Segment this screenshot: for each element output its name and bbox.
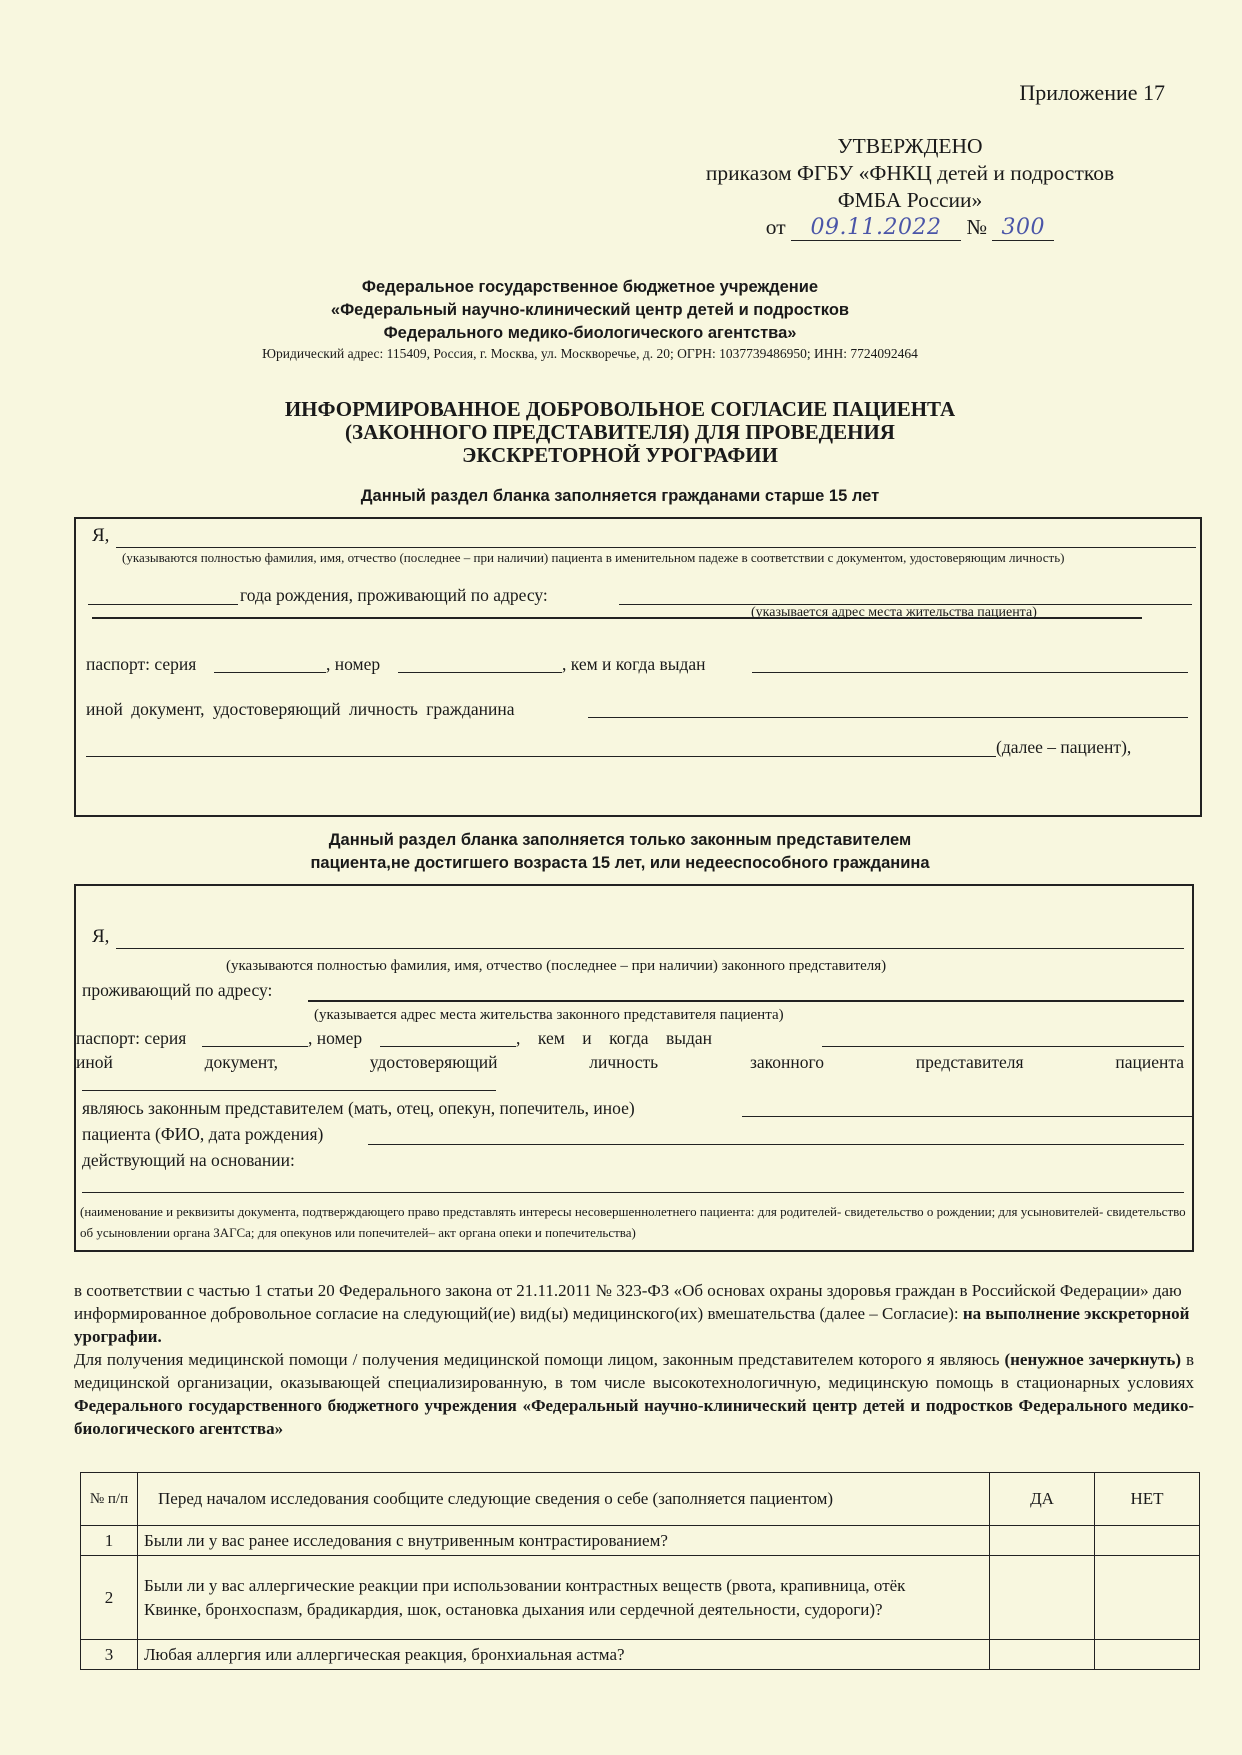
title-line-1: ИНФОРМИРОВАННОЕ ДОБРОВОЛЬНОЕ СОГЛАСИЕ ПАЦИЕНТА (284, 397, 956, 421)
answer-no-cell[interactable] (1095, 1640, 1200, 1670)
approved-label: УТВЕРЖДЕНО (837, 134, 983, 158)
rep-basis-hint: (наименование и реквизиты документа, подтверждающего право представлять интересы несовершеннолетнего пациента: для родителей- свидетельство о рождении; для усыновителей- свидетельство об усыновлении органа ЗАГСа; для опекунов или попечителей– акт органа опеки и попечительства) (80, 1204, 1186, 1240)
rep-passport-series-label: паспорт: серия (76, 1028, 187, 1048)
passport-number-label: , номер (326, 654, 381, 674)
section2-heading-line-1: Данный раздел бланка заполняется только законным представителем (328, 831, 912, 849)
order-line-1: приказом ФГБУ «ФНКЦ детей и подростков (705, 161, 1115, 185)
org-address: Юридический адрес: 115409, Россия, г. Москва, ул. Москворечье, д. 20; ОГРН: 1037739486950; ИНН: 7724092464 (262, 346, 918, 361)
row-num: 1 (81, 1526, 138, 1556)
header-no: НЕТ (1095, 1473, 1200, 1526)
representative-section (74, 884, 1194, 1252)
rep-other-doc-field[interactable] (82, 1090, 496, 1091)
rep-passport-series-field[interactable] (202, 1046, 308, 1047)
consent-paragraph-2 (74, 1348, 1194, 1440)
title-line-3: ЭКСКРЕТОРНОЙ УРОГРАФИИ (462, 443, 778, 467)
other-doc-field[interactable] (588, 717, 1188, 718)
rep-patient-label: пациента (ФИО, дата рождения) (82, 1124, 324, 1144)
header-question: Перед началом исследования сообщите следующие сведения о себе (заполняется пациентом) (138, 1473, 990, 1526)
approval-block (640, 133, 1180, 241)
org-line-2: «Федеральный научно-клинический центр детей и подростков (330, 301, 850, 319)
table-row (81, 1640, 1200, 1670)
patient-name-field[interactable] (116, 547, 1196, 548)
order-date: 09.11.2022 (791, 216, 961, 241)
passport-number-field[interactable] (398, 672, 562, 673)
i-label: Я, (92, 525, 110, 546)
rep-basis-label: действующий на основании: (82, 1150, 295, 1170)
address-hint: (указывается адрес места жительства пациента) (751, 605, 1037, 620)
document-title (180, 398, 1060, 467)
answer-yes-cell[interactable] (990, 1556, 1095, 1640)
header-yes: ДА (990, 1473, 1095, 1526)
word: законного (749, 1052, 824, 1072)
consent-procedure: на выполнение экскреторной урографии. (74, 1304, 1190, 1346)
rep-name-hint: (указываются полностью фамилия, имя, отчество (последнее – при наличии) законного представителя) (226, 958, 887, 974)
consent-text-a: Для получения медицинской помощи / получения медицинской помощи лицом, законным представителем которого я являюсь (74, 1350, 1005, 1369)
answer-no-cell[interactable] (1095, 1526, 1200, 1556)
patient-section (74, 517, 1202, 817)
rep-basis-field[interactable] (82, 1192, 1184, 1193)
answer-no-cell[interactable] (1095, 1556, 1200, 1640)
rep-relation-label: являюсь законным представителем (мать, отец, опекун, попечитель, иное) (82, 1098, 635, 1118)
rep-passport-number-label: , номер (308, 1028, 363, 1048)
table-header-row (81, 1473, 1200, 1526)
appendix-label: Приложение 17 (1019, 80, 1165, 105)
questionnaire-table (80, 1472, 1200, 1670)
passport-series-label: паспорт: серия (86, 654, 197, 674)
consent-paragraph-1 (74, 1279, 1194, 1348)
consent-text: в соответствии с частью 1 статьи 20 Федерального закона от 21.11.2011 № 323-ФЗ «Об основах охраны здоровья граждан в Российской Федерации» даю информированное добровольное согласие на следующий(ие) вид(ы) медицинского(их) вмешательства (далее – Согласие): (74, 1281, 1182, 1323)
answer-yes-cell[interactable] (990, 1526, 1095, 1556)
word: представителя (915, 1052, 1024, 1072)
org-line-3: Федерального медико-биологического агентства» (383, 324, 797, 342)
section2-heading-line-2: пациента,не достигшего возраста 15 лет, или недееспособного гражданина (310, 854, 930, 872)
passport-series-field[interactable] (214, 672, 326, 673)
word: пациента (1115, 1052, 1184, 1072)
rep-patient-field[interactable] (368, 1144, 1184, 1145)
row-question: Были ли у вас ранее исследования с внутривенным контрастированием? (138, 1526, 990, 1556)
number-prefix: № (966, 215, 987, 239)
institution-name: Федерального государственного бюджетного учреждения «Федеральный научно-клинический центр детей и подростков Федерального медико-биологического агентства» (74, 1396, 1194, 1438)
table-row (81, 1526, 1200, 1556)
organization-block (150, 276, 1030, 363)
hereinafter-label: (далее – пациент), (996, 737, 1132, 757)
row-num: 2 (81, 1556, 138, 1640)
birth-label: года рождения, проживающий по адресу: (240, 585, 548, 605)
row-question: Были ли у вас аллергические реакции при использовании контрастных веществ (рвота, крапивница, отёк Квинке, бронхоспазм, брадикардия, шок, остановка дыхания или сердечной деятельности, судороги)? (138, 1556, 990, 1640)
row-question: Любая аллергия или аллергическая реакция, бронхиальная астма? (138, 1640, 990, 1670)
rep-other-doc-label (76, 1052, 1184, 1073)
other-doc-field-2[interactable] (86, 756, 996, 757)
patient-name-hint: (указываются полностью фамилия, имя, отчество (последнее – при наличии) пациента в именительном падеже в соответствии с документом, удостоверяющим личность) (122, 550, 1065, 565)
order-number: 300 (992, 216, 1054, 241)
table-row (81, 1556, 1200, 1640)
passport-issued-field[interactable] (752, 672, 1188, 673)
order-date-number (766, 214, 1055, 241)
rep-passport-issued-field[interactable] (822, 1046, 1184, 1047)
strike-note: (ненужное зачеркнуть) (1004, 1350, 1181, 1369)
rep-relation-field[interactable] (742, 1116, 1192, 1117)
birth-year-field[interactable] (88, 604, 238, 605)
word: личность (589, 1052, 659, 1072)
header-num: № п/п (81, 1473, 138, 1526)
order-line-2: ФМБА России» (837, 188, 983, 212)
title-line-2: (ЗАКОННОГО ПРЕДСТАВИТЕЛЯ) ДЛЯ ПРОВЕДЕНИЯ (345, 420, 895, 444)
org-line-1: Федеральное государственное бюджетное учреждение (361, 278, 819, 296)
other-doc-label: иной документ, удостоверяющий личность гражданина (86, 699, 515, 719)
section2-heading (180, 829, 1060, 875)
rep-passport-issued-label: , кем и когда выдан (516, 1028, 713, 1048)
rep-name-field[interactable] (116, 948, 1184, 949)
row-num: 3 (81, 1640, 138, 1670)
word: документ, (204, 1052, 278, 1072)
answer-yes-cell[interactable] (990, 1640, 1095, 1670)
rep-address-label: проживающий по адресу: (82, 980, 273, 1000)
date-prefix: от (765, 215, 786, 239)
word: иной (76, 1052, 113, 1072)
rep-passport-number-field[interactable] (380, 1046, 516, 1047)
rep-address-field[interactable] (308, 1000, 1184, 1002)
consent-text-b: в медицинской организации, оказывающей специализированную, в том числе высокотехнологичную, медицинскую помощь в стационарных условиях (74, 1350, 1194, 1392)
section1-heading: Данный раздел бланка заполняется гражданами старше 15 лет (360, 487, 880, 505)
rep-address-hint: (указывается адрес места жительства законного представителя пациента) (314, 1007, 784, 1023)
word: удостоверяющий (369, 1052, 498, 1072)
passport-issued-label: , кем и когда выдан (562, 654, 706, 674)
rep-i-label: Я, (92, 926, 110, 947)
